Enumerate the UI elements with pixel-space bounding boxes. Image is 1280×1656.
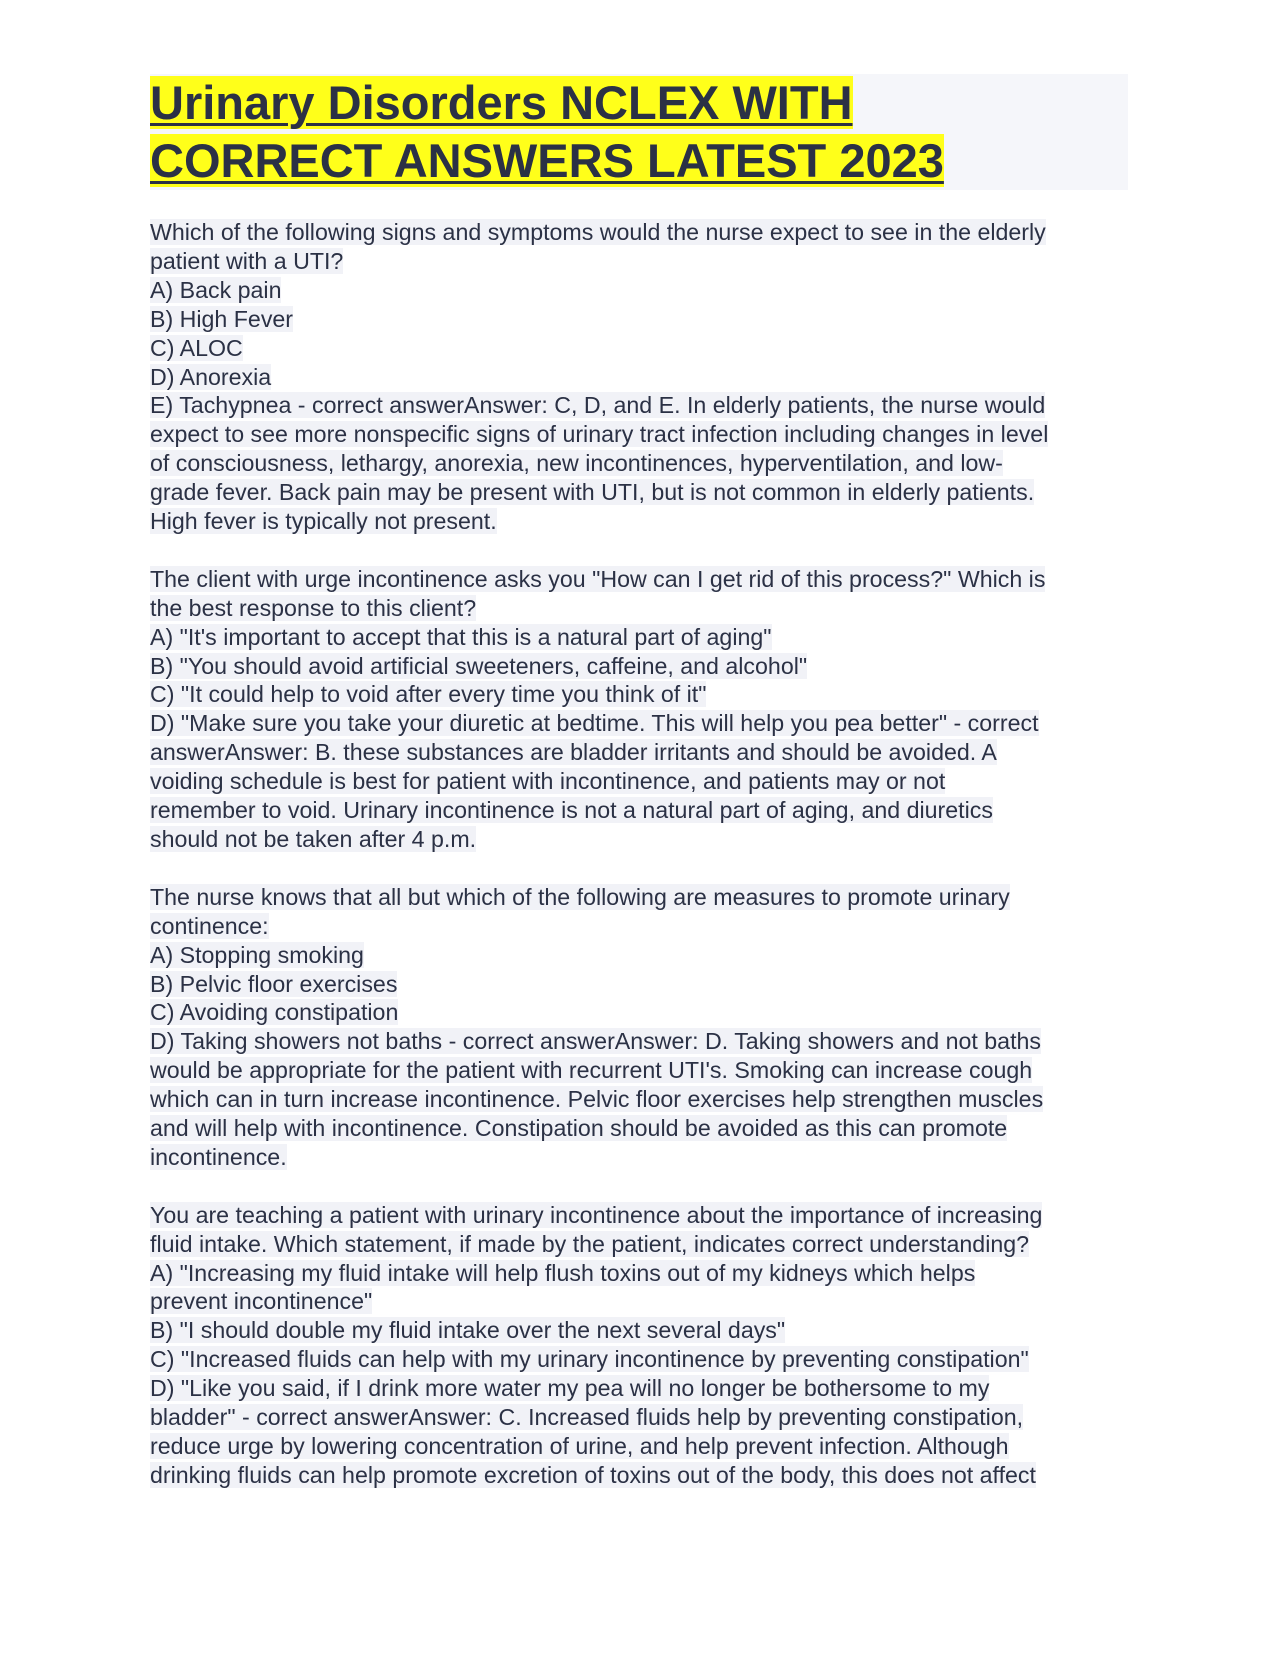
text-line	[150, 796, 1140, 825]
text-line-content: reduce urge by lowering concentration of urine, and help prevent infection. Although	[150, 1433, 1009, 1460]
text-line	[150, 1085, 1140, 1114]
question-block	[150, 1201, 1140, 1490]
text-line	[150, 305, 1140, 334]
text-line-content: which can in turn increase incontinence. Pelvic floor exercises help strengthen muscles	[150, 1086, 1044, 1113]
text-line-content: B) "I should double my fluid intake over the next several days"	[150, 1317, 786, 1344]
document-title	[150, 74, 1128, 190]
text-line-content: drinking fluids can help promote excretion of toxins out of the body, this does not affect	[150, 1461, 1036, 1488]
text-line-content: grade fever. Back pain may be present with UTI, but is not common in elderly patients.	[150, 479, 1035, 506]
text-line-content: remember to void. Urinary incontinence is not a natural part of aging, and diuretics	[150, 797, 993, 824]
text-line-content: prevent incontinence"	[150, 1288, 373, 1315]
text-line	[150, 1432, 1140, 1461]
title-line-2: CORRECT ANSWERS LATEST 2023	[150, 134, 944, 187]
text-line	[150, 709, 1140, 738]
text-line-content: You are teaching a patient with urinary incontinence about the importance of increasing	[150, 1201, 1043, 1228]
text-line-content: the best response to this client?	[150, 594, 477, 621]
text-line-content: C) Avoiding constipation	[150, 999, 399, 1026]
text-line-content: B) High Fever	[150, 305, 294, 332]
text-line-content: D) Taking showers not baths - correct answerAnswer: D. Taking showers and not baths	[150, 1028, 1041, 1055]
text-line	[150, 1287, 1140, 1316]
text-line-content: B) "You should avoid artificial sweeteners, caffeine, and alcohol"	[150, 652, 808, 679]
text-line-content: continence:	[150, 912, 269, 939]
text-line-content: C) ALOC	[150, 334, 243, 361]
text-line-content: fluid intake. Which statement, if made by the patient, indicates correct understanding?	[150, 1230, 1030, 1257]
text-line	[150, 594, 1140, 623]
text-line-content: A) Back pain	[150, 276, 282, 303]
text-line	[150, 970, 1140, 999]
text-line	[150, 449, 1140, 478]
title-line-1: Urinary Disorders NCLEX WITH	[150, 76, 853, 129]
text-line-content: C) "It could help to void after every time you think of it"	[150, 681, 707, 708]
text-line	[150, 912, 1140, 941]
text-line	[150, 247, 1140, 276]
text-line	[150, 1201, 1140, 1230]
text-line-content: Which of the following signs and symptoms would the nurse expect to see in the elderly	[150, 219, 1046, 245]
text-line-content: A) "It's important to accept that this is a natural part of aging"	[150, 623, 772, 650]
document-body	[150, 218, 1140, 1519]
text-line	[150, 1403, 1140, 1432]
text-line-content: patient with a UTI?	[150, 247, 344, 274]
question-block	[150, 565, 1140, 854]
text-line	[150, 1230, 1140, 1259]
text-line-content: of consciousness, lethargy, anorexia, new incontinences, hyperventilation, and low-	[150, 450, 1003, 477]
text-line-content: incontinence.	[150, 1143, 287, 1170]
text-line	[150, 1461, 1140, 1490]
text-line-content: and will help with incontinence. Constipation should be avoided as this can promote	[150, 1115, 1008, 1142]
text-line	[150, 623, 1140, 652]
text-line-content: D) "Make sure you take your diuretic at bedtime. This will help you pea better" - correct	[150, 710, 1039, 737]
text-line	[150, 478, 1140, 507]
text-line-content: would be appropriate for the patient with recurrent UTI's. Smoking can increase cough	[150, 1057, 1033, 1084]
text-line	[150, 420, 1140, 449]
question-block	[150, 883, 1140, 1172]
text-line	[150, 1143, 1140, 1172]
text-line-content: B) Pelvic floor exercises	[150, 970, 398, 997]
text-line-content: High fever is typically not present.	[150, 508, 497, 535]
text-line	[150, 652, 1140, 681]
text-line	[150, 363, 1140, 392]
text-line-content: The nurse knows that all but which of the following are measures to promote urinary	[150, 883, 1010, 910]
text-line-content: A) Stopping smoking	[150, 941, 364, 968]
text-line-content: bladder" - correct answerAnswer: C. Increased fluids help by preventing constipation,	[150, 1404, 1024, 1431]
text-line	[150, 507, 1140, 536]
text-line	[150, 565, 1140, 594]
text-line-content: D) "Like you said, if I drink more water my pea will no longer be bothersome to my	[150, 1375, 990, 1402]
text-line-content: The client with urge incontinence asks you "How can I get rid of this process?" Which is	[150, 565, 1046, 592]
text-line	[150, 883, 1140, 912]
text-line	[150, 1114, 1140, 1143]
text-line-content: D) Anorexia	[150, 363, 272, 390]
title-block	[150, 74, 1128, 190]
text-line	[150, 738, 1140, 767]
text-line	[150, 680, 1140, 709]
text-line	[150, 998, 1140, 1027]
text-line	[150, 1345, 1140, 1374]
text-line-content: E) Tachypnea - correct answerAnswer: C, D, and E. In elderly patients, the nurse would	[150, 392, 1046, 419]
text-line	[150, 941, 1140, 970]
text-line	[150, 1056, 1140, 1085]
text-line-content: answerAnswer: B. these substances are bladder irritants and should be avoided. A	[150, 739, 997, 766]
text-line	[150, 391, 1140, 420]
text-line	[150, 334, 1140, 363]
text-line	[150, 825, 1140, 854]
text-line	[150, 1259, 1140, 1288]
text-line	[150, 1027, 1140, 1056]
text-line-content: voiding schedule is best for patient with incontinence, and patients may or not	[150, 768, 946, 795]
text-line	[150, 1316, 1140, 1345]
text-line-content: A) "Increasing my fluid intake will help flush toxins out of my kidneys which helps	[150, 1259, 976, 1286]
text-line	[150, 276, 1140, 305]
text-line-content: expect to see more nonspecific signs of urinary tract infection including changes in level	[150, 421, 1049, 448]
question-block	[150, 218, 1140, 536]
text-line-content: should not be taken after 4 p.m.	[150, 826, 477, 853]
text-line	[150, 767, 1140, 796]
text-line	[150, 218, 1140, 247]
text-line-content: C) "Increased fluids can help with my urinary incontinence by preventing constipation"	[150, 1346, 1029, 1373]
text-line	[150, 1374, 1140, 1403]
